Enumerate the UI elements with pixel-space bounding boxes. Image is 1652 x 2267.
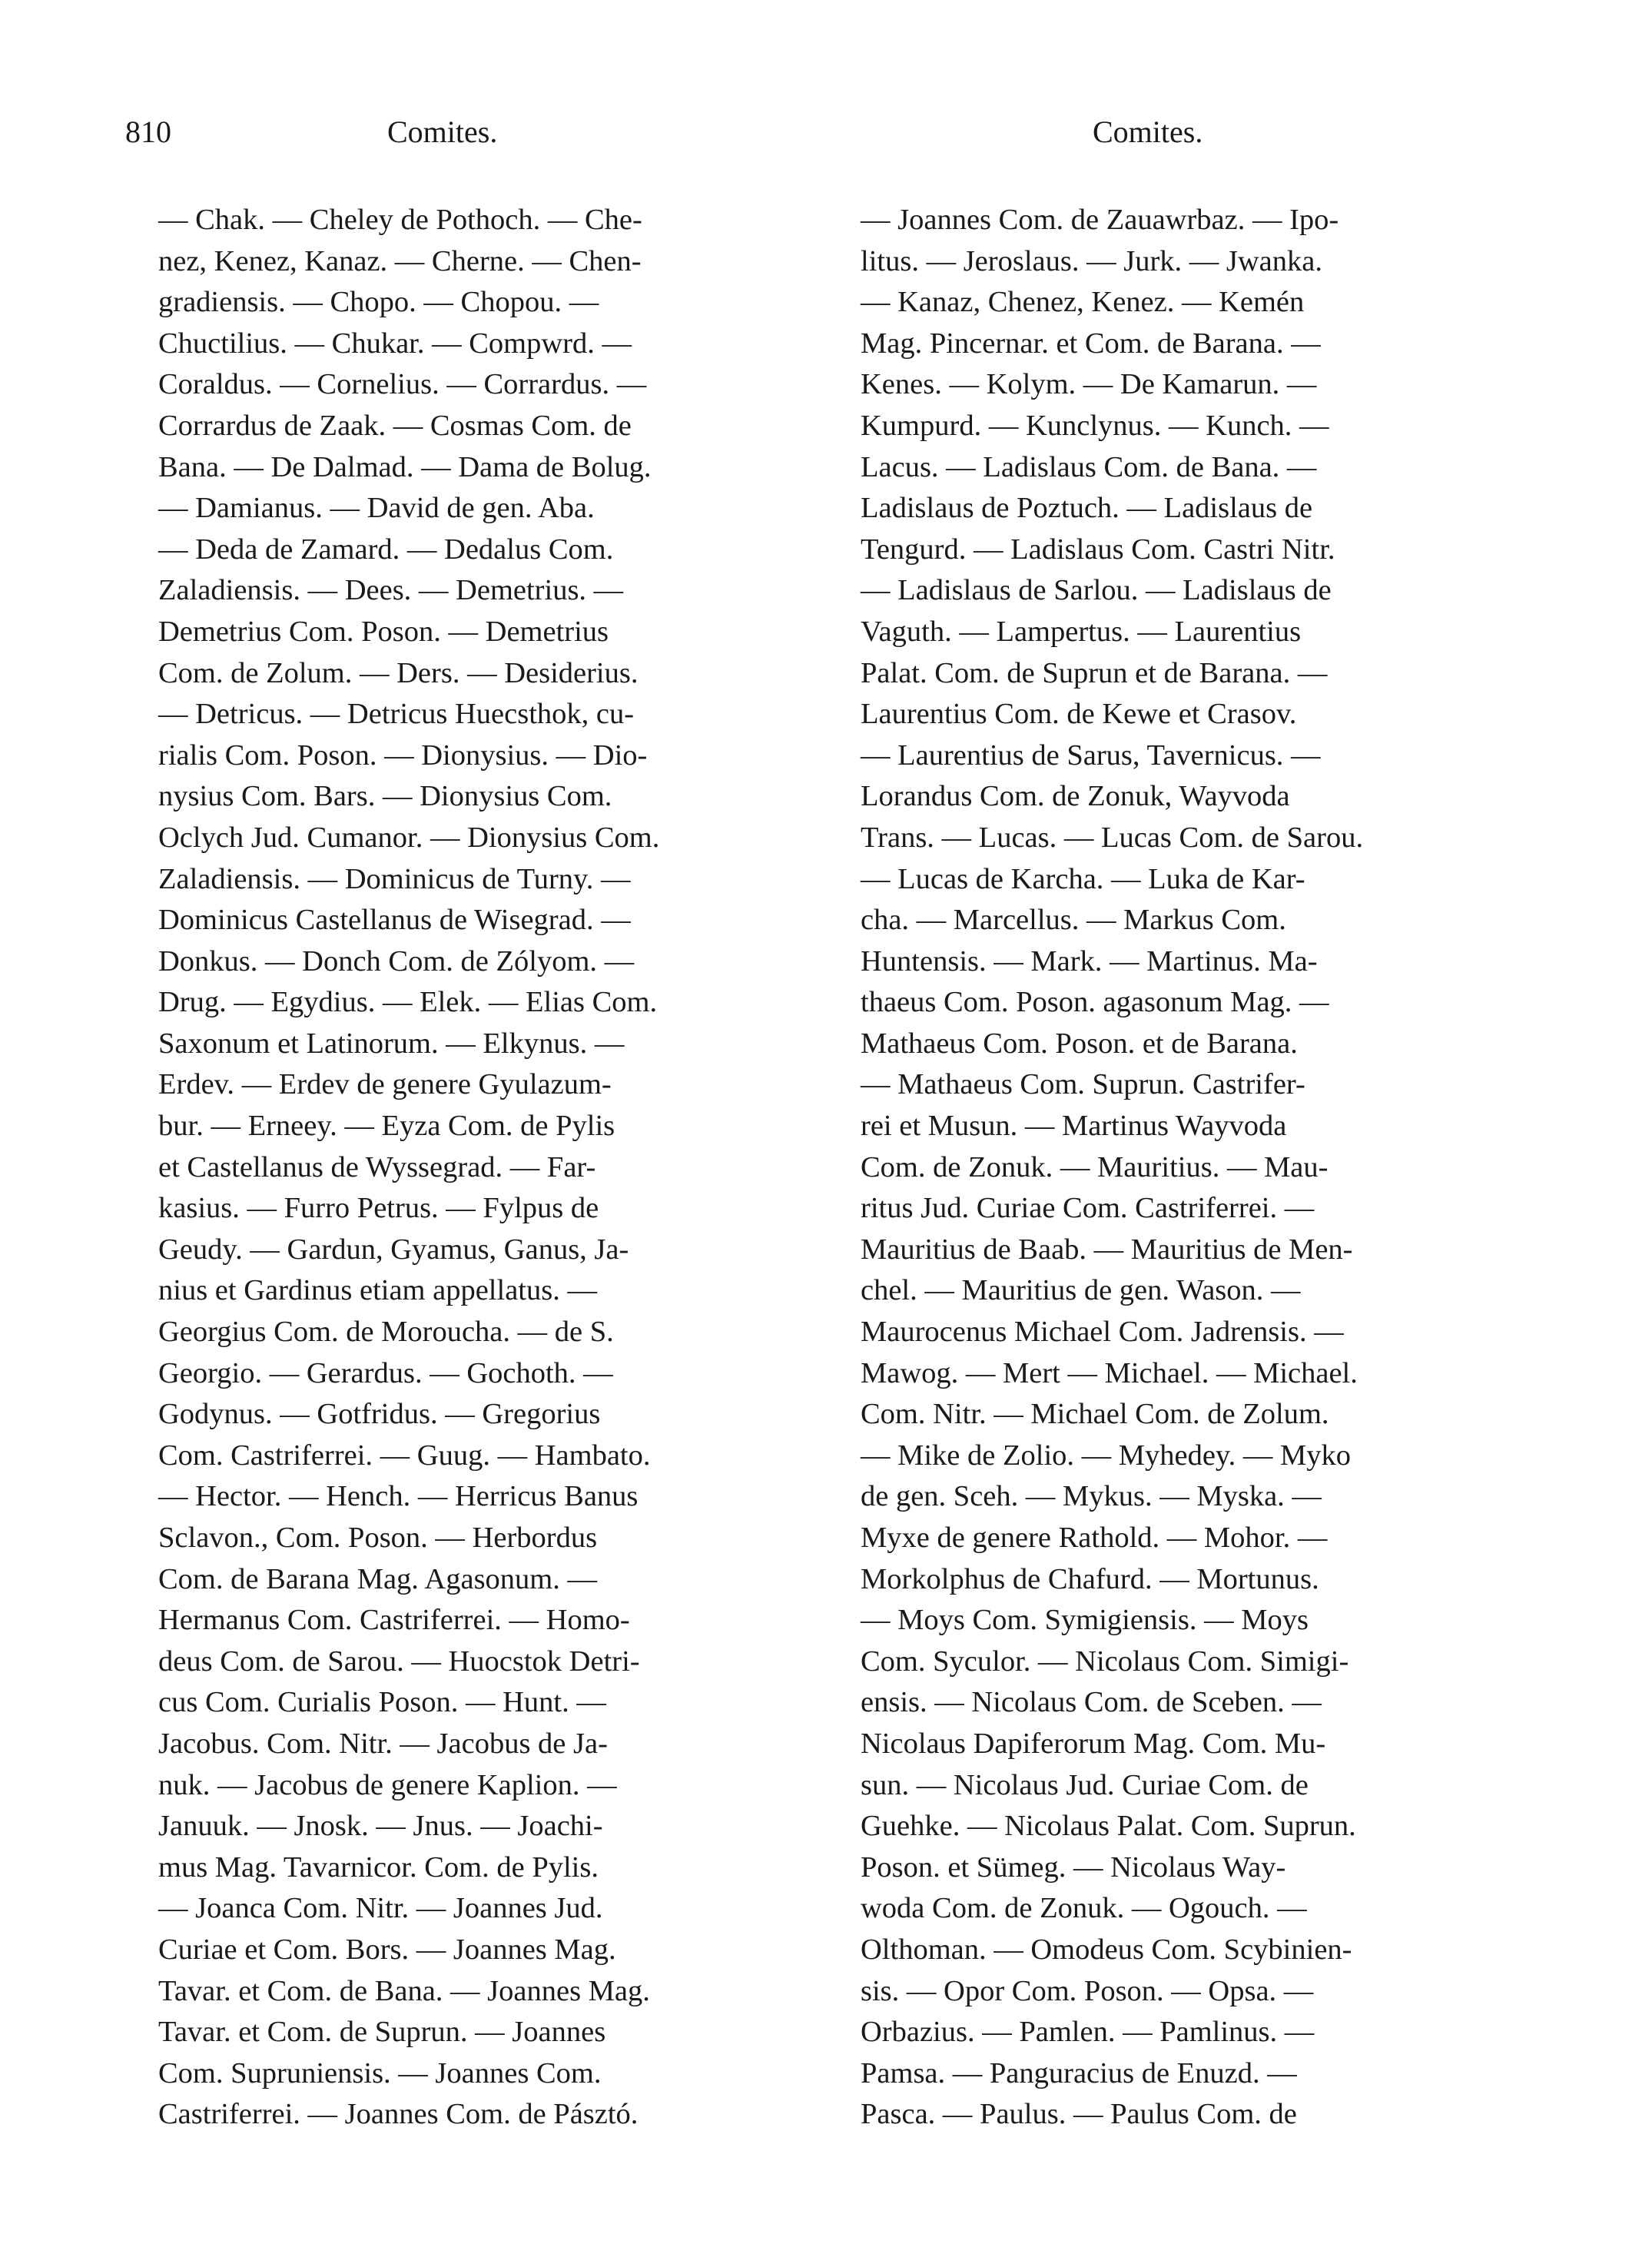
text-line: Myxe de genere Rathold. — Mohor. —	[861, 1522, 1328, 1554]
text-line: Laurentius Com. de Kewe et Crasov.	[861, 698, 1297, 731]
text-line: Geudy. — Gardun, Gyamus, Ganus, Ja-	[158, 1233, 629, 1266]
text-line: Godynus. — Gotfridus. — Gregorius	[158, 1398, 601, 1431]
text-line: — Joanca Com. Nitr. — Joannes Jud.	[158, 1892, 603, 1925]
text-line: — Ladislaus de Sarlou. — Ladislaus de	[861, 574, 1332, 607]
text-line: Georgio. — Gerardus. — Gochoth. —	[158, 1356, 613, 1389]
text-line: Olthoman. — Omodeus Com. Scybinien-	[861, 1933, 1352, 1966]
text-line: Trans. — Lucas. — Lucas Com. de Sarou.	[861, 821, 1364, 854]
text-line: Sclavon., Com. Poson. — Herbordus	[158, 1522, 598, 1554]
text-line: bur. — Erneey. — Eyza Com. de Pylis	[158, 1110, 615, 1143]
text-line: Morkolphus de Chafurd. — Mortunus.	[861, 1562, 1319, 1595]
text-line: — Hector. — Hench. — Herricus Banus	[158, 1480, 639, 1513]
text-line: sis. — Opor Com. Poson. — Opsa. —	[861, 1974, 1314, 2007]
text-line: chel. — Mauritius de gen. Wason. —	[861, 1274, 1301, 1307]
left-column	[158, 200, 788, 2136]
text-line: Coraldus. — Cornelius. — Corrardus. —	[158, 368, 647, 401]
page-header	[0, 114, 1652, 160]
text-line: Donkus. — Donch Com. de Zólyom. —	[158, 944, 635, 977]
text-line: thaeus Com. Poson. agasonum Mag. —	[861, 986, 1329, 1019]
text-line: Nicolaus Dapiferorum Mag. Com. Mu-	[861, 1727, 1326, 1760]
text-line: — Mike de Zolio. — Myhedey. — Myko	[861, 1439, 1352, 1472]
text-line: Georgius Com. de Moroucha. — de S.	[158, 1316, 614, 1349]
text-line: Zaladiensis. — Dominicus de Turny. —	[158, 862, 631, 895]
text-line: Com. Nitr. — Michael Com. de Zolum.	[861, 1398, 1329, 1431]
text-line: Erdev. — Erdev de genere Gyulazum-	[158, 1068, 612, 1101]
text-line: — Deda de Zamard. — Dedalus Com.	[158, 533, 614, 566]
text-line: litus. — Jeroslaus. — Jurk. — Jwanka.	[861, 244, 1322, 277]
text-line: Drug. — Egydius. — Elek. — Elias Com.	[158, 986, 658, 1019]
text-line: Castriferrei. — Joannes Com. de Pásztó.	[158, 2098, 639, 2131]
right-column	[861, 200, 1491, 2136]
text-line: Oclych Jud. Cumanor. — Dionysius Com.	[158, 821, 660, 854]
text-line: rialis Com. Poson. — Dionysius. — Dio-	[158, 739, 648, 772]
text-line: Mawog. — Mert — Michael. — Michael.	[861, 1356, 1358, 1389]
text-line: Januuk. — Jnosk. — Jnus. — Joachi-	[158, 1810, 603, 1843]
text-line: Poson. et Sümeg. — Nicolaus Way-	[861, 1850, 1286, 1884]
text-line: Pamsa. — Panguracius de Enuzd. —	[861, 2056, 1297, 2089]
text-line: Saxonum et Latinorum. — Elkynus. —	[158, 1027, 625, 1060]
text-line: nez, Kenez, Kanaz. — Cherne. — Chen-	[158, 244, 642, 277]
text-line: — Mathaeus Com. Suprun. Castrifer-	[861, 1068, 1305, 1101]
running-head-right: Comites.	[1093, 115, 1203, 149]
text-line: Com. de Zolum. — Ders. — Desiderius.	[158, 656, 639, 689]
text-line: — Lucas de Karcha. — Luka de Kar-	[861, 862, 1305, 895]
text-line: Corrardus de Zaak. — Cosmas Com. de	[158, 409, 632, 442]
text-line: Lorandus Com. de Zonuk, Wayvoda	[861, 780, 1290, 813]
text-line: Jacobus. Com. Nitr. — Jacobus de Ja-	[158, 1727, 608, 1760]
text-line: Mag. Pincernar. et Com. de Barana. —	[861, 327, 1321, 360]
text-line: — Moys Com. Symigiensis. — Moys	[861, 1604, 1309, 1637]
text-line: kasius. — Furro Petrus. — Fylpus de	[158, 1192, 599, 1225]
text-line: — Kanaz, Chenez, Kenez. — Kemén	[861, 286, 1305, 319]
text-line: Palat. Com. de Suprun et de Barana. —	[861, 656, 1328, 689]
text-line: gradiensis. — Chopo. — Chopou. —	[158, 286, 599, 319]
running-head-left: Comites.	[387, 115, 498, 149]
text-line: Curiae et Com. Bors. — Joannes Mag.	[158, 1933, 616, 1966]
text-line: Bana. — De Dalmad. — Dama de Bolug.	[158, 450, 652, 483]
text-line: Kumpurd. — Kunclynus. — Kunch. —	[861, 409, 1329, 442]
text-line: Ladislaus de Poztuch. — Ladislaus de	[861, 492, 1313, 525]
text-line: de gen. Sceh. — Mykus. — Myska. —	[861, 1480, 1322, 1513]
text-line: mus Mag. Tavarnicor. Com. de Pylis.	[158, 1850, 599, 1884]
text-line: Chuctilius. — Chukar. — Compwrd. —	[158, 327, 632, 360]
page-number: 810	[125, 115, 171, 149]
text-line: Maurocenus Michael Com. Jadrensis. —	[861, 1316, 1344, 1349]
text-line: Guehke. — Nicolaus Palat. Com. Suprun.	[861, 1810, 1356, 1843]
text-line: cha. — Marcellus. — Markus Com.	[861, 904, 1286, 937]
text-line: — Detricus. — Detricus Huecsthok, cu-	[158, 698, 635, 731]
text-line: Demetrius Com. Poson. — Demetrius	[158, 615, 609, 648]
text-line: Dominicus Castellanus de Wisegrad. —	[158, 904, 631, 937]
text-line: — Laurentius de Sarus, Tavernicus. —	[861, 739, 1321, 772]
text-line: Hermanus Com. Castriferrei. — Homo-	[158, 1604, 630, 1637]
text-line: Mauritius de Baab. — Mauritius de Men-	[861, 1233, 1353, 1266]
text-line: Tengurd. — Ladislaus Com. Castri Nitr.	[861, 533, 1335, 566]
text-line: Huntensis. — Mark. — Martinus. Ma-	[861, 944, 1318, 977]
text-line: rei et Musun. — Martinus Wayvoda	[861, 1110, 1287, 1143]
text-line: — Damianus. — David de gen. Aba.	[158, 492, 595, 525]
text-line: Tavar. et Com. de Suprun. — Joannes	[158, 2016, 606, 2049]
text-line: nysius Com. Bars. — Dionysius Com.	[158, 780, 612, 813]
text-line: ensis. — Nicolaus Com. de Sceben. —	[861, 1686, 1322, 1719]
text-line: Tavar. et Com. de Bana. — Joannes Mag.	[158, 1974, 650, 2007]
text-line: Com. Syculor. — Nicolaus Com. Simigi-	[861, 1645, 1349, 1678]
text-line: Com. Supruniensis. — Joannes Com.	[158, 2056, 602, 2089]
text-line: Com. de Zonuk. — Mauritius. — Mau-	[861, 1150, 1329, 1183]
text-line: Com. Castriferrei. — Guug. — Hambato.	[158, 1439, 651, 1472]
text-line: deus Com. de Sarou. — Huocstok Detri-	[158, 1645, 640, 1678]
text-line: nuk. — Jacobus de genere Kaplion. —	[158, 1768, 617, 1801]
text-line: Kenes. — Kolym. — De Kamarun. —	[861, 368, 1317, 401]
text-line: cus Com. Curialis Poson. — Hunt. —	[158, 1686, 606, 1719]
text-line: nius et Gardinus etiam appellatus. —	[158, 1274, 597, 1307]
text-line: sun. — Nicolaus Jud. Curiae Com. de	[861, 1768, 1309, 1801]
text-line: Zaladiensis. — Dees. — Demetrius. —	[158, 574, 624, 607]
text-line: Lacus. — Ladislaus Com. de Bana. —	[861, 450, 1317, 483]
text-line: Com. de Barana Mag. Agasonum. —	[158, 1562, 597, 1595]
text-line: et Castellanus de Wyssegrad. — Far-	[158, 1150, 596, 1183]
text-line: Pasca. — Paulus. — Paulus Com. de	[861, 2098, 1297, 2131]
text-line: Vaguth. — Lampertus. — Laurentius	[861, 615, 1302, 648]
text-line: Orbazius. — Pamlen. — Pamlinus. —	[861, 2016, 1315, 2049]
text-line: Mathaeus Com. Poson. et de Barana.	[861, 1027, 1298, 1060]
text-line: — Joannes Com. de Zauawrbaz. — Ipo-	[861, 204, 1339, 236]
text-line: — Chak. — Cheley de Pothoch. — Che-	[158, 204, 642, 236]
text-line: ritus Jud. Curiae Com. Castriferrei. —	[861, 1192, 1315, 1225]
text-line: woda Com. de Zonuk. — Ogouch. —	[861, 1892, 1307, 1925]
